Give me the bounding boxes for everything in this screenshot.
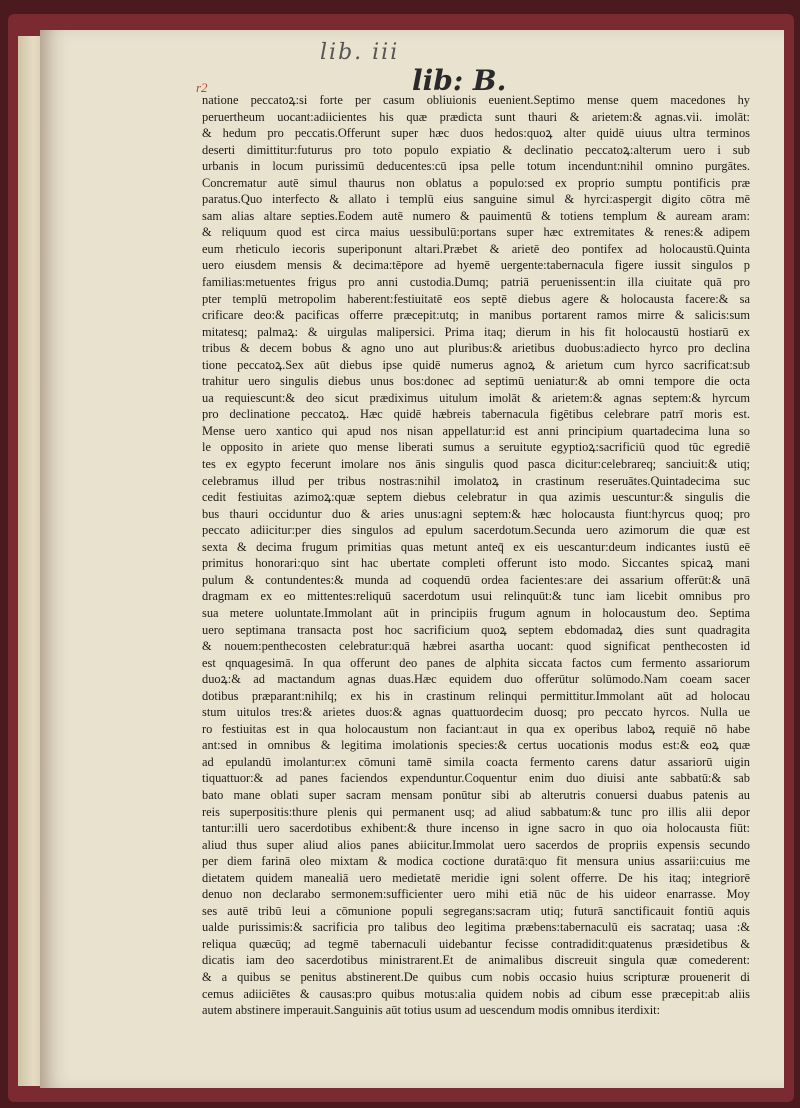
printed-text-block bbox=[202, 92, 750, 1019]
text-line: dietatem quidem manealiā uero medietatē meridie igni solent offerre. De his itaq; integriorē bbox=[202, 870, 750, 885]
text-line: sua metere uoluntate.Immolant aūt in principiis frugum agnum in holocaustum deo. Septima bbox=[202, 605, 750, 620]
text-line: peruertheum uocant:adiicientes his quæ prædicta sunt thauri & arietem:& agnas.vii. imolāt: bbox=[202, 109, 750, 124]
text-line: tantur:illi uero sacerdotibus exhibent:& thure incenso in igne sacro in quo oia holocausta fiūt: bbox=[202, 821, 750, 836]
text-line: familias:metuentes frigus pro anni custodia.Dumq; patriā peruenissent:in illa ciuitate quā pro bbox=[202, 275, 750, 290]
text-line: tione peccatoꝝ.Sex aūt diebus ipse quidē numerus agnoꝝ & arietum cum hyrco sacrificat:sub bbox=[202, 357, 750, 372]
text-line: sexta & decima frugum primitias quas metunt anteq̄ ex eis uescantur:deum indicantes iustū eē bbox=[202, 539, 750, 554]
text-line: crificare deo:& pacificas offerre præcepit:utq; in manibus portarent ramos mirre & salicis:sum bbox=[202, 308, 750, 323]
text-line: bato mane oblati super sacram mensam ponūtur sibi ab alterutris conuersi duabus patenis au bbox=[202, 787, 750, 802]
text-line: pulum & contundentes:& munda ad coquendū ordea facientes:are dei assarium offerūt:& unā bbox=[202, 572, 750, 587]
text-line: & reliquum quod est circa maius uessibulū:portans super hæc extremitates & renes:& adipem bbox=[202, 225, 750, 240]
handwritten-book-number: lib. iii bbox=[320, 40, 400, 65]
text-line: primitus honorari:quo sint hac ubertate completi offerunt isto modo. Siccantes spicaꝝ mani bbox=[202, 556, 750, 571]
text-line: autem abstinere imperauit.Sanguinis aūt totius usum ad uescendum modis omnibus iterdixit: bbox=[202, 1003, 661, 1018]
text-line: urbanis in locum purissimū deducentes:cū ipsa pelle totum incendunt:nihil omnino purgātes. bbox=[202, 159, 750, 174]
text-line: reis superpositis:thure plenis qui permanent usq; ad aliud sabbatum:& tunc pro illis alii depor bbox=[202, 804, 750, 819]
text-line: paratus.Quo interfecto & allato i templū eius sanguine simul & hyrci:aspergit digito cōtra mē bbox=[202, 192, 750, 207]
text-line: le opposito in ariete quo mense liberati sumus a seruitute egyptioꝝ:sacrificiū quod tūc egrediē bbox=[202, 440, 750, 455]
text-line: bus thauri occiduntur duo & aries unus:agni septem:& hæc holocausta fiunt:hyrcus quoq; pro bbox=[202, 506, 750, 521]
text-line: & a quibus se penitus abstinerent.De quibus cum nobis occasio huius scripturæ prouenerit di bbox=[202, 969, 750, 984]
text-line: mitatesq; palmaꝝ: & uirgulas malipersici. Prima itaq; dierum in his fit holocaustū hostiarū ex bbox=[202, 324, 750, 339]
text-line: & nouem:penthecosten celebratur:quā hæbrei asartha uocant: quod significat penthecosten id bbox=[202, 639, 750, 654]
text-line: tes ex egypto fecerunt imolare nos ānis singulis quod pasca dicitur:celebrareq; sanciuit:& utiq; bbox=[202, 457, 750, 472]
text-line: est qnquagesimā. In qua offerunt deo panes de alphita siccata factos cum fermento assariorum bbox=[202, 655, 750, 670]
text-line: cemus adiiciētes & causas:pro quibus motus:alia quidem nobis ad cibum esse præcepit:ab aliis bbox=[202, 986, 750, 1001]
text-line: eum rheticulo iecoris superiponunt altari.Præbet & arietē deo pontifex ad holocaustū.Quinta bbox=[202, 241, 750, 256]
text-line: reliqua quæcūq; ad tegmē tabernaculi uidebantur fecisse contradidit:quatenus præsidetibus & bbox=[202, 936, 750, 951]
handwritten-folio-mark: lib: B. bbox=[412, 64, 507, 97]
text-line: dragmam ex eo mittentes:reliquū sacerdotum usui relinquūt:& tunc iam licebit omnibus pro bbox=[202, 589, 750, 604]
text-line: trahitur uero singulis diebus unus bos:donec ad septimū ueniatur:& ab omni tempore die octa bbox=[202, 374, 750, 389]
text-line: duoꝝ:& ad mactandum agnas duas.Hæc equidem duo offerūtur solūmodo.Nam coeam sacer bbox=[202, 672, 750, 687]
text-line: ua requiescunt:& deo sicut prædiximus uitulum imolāt & arietem:& agnas septem:& hyrcum bbox=[202, 390, 750, 405]
text-line: ses autē tribū leui a cōmunione populi segregans:sacram utiq; futurā sanctificauit fontiū aquis bbox=[202, 903, 750, 918]
text-line: aliud thus super aliud alios panes abiicitur.Immolat uero sacerdos de propriis expensis secundo bbox=[202, 837, 750, 852]
text-line: Mense uero xantico qui apud nos nisan appellatur:id est anni principium quartadecima luna so bbox=[202, 423, 750, 438]
text-line: ad epulandū imolantur:ex cōmuni tamē simila coacta fermento carens datur assariorū uigin bbox=[202, 754, 750, 769]
text-line: dicatis iam deo sacerdotibus ministrarent.Et de animalibus discreuit singula quæ comederent: bbox=[202, 953, 750, 968]
text-line: & hedum pro peccatis.Offerunt super hæc duos hedos:quoꝝ alter quidē uiuus ultra terminos bbox=[202, 126, 750, 141]
text-line: natione peccatoꝝ:si forte per casum obliuionis euenient.Septimo mense quem macedones hy bbox=[202, 93, 750, 107]
text-line: uero septimana transacta post hoc sacrificium quoꝝ septem ebdomadaꝝ dies sunt quadragita bbox=[202, 622, 750, 637]
text-line: tribus & decem bobus & agno uno aut pluribus:& arietibus duobus:adiecto hyrco pro declina bbox=[202, 341, 750, 356]
text-line: ant:sed in omnibus & legitima imolationis species:& certus uocationis modus est:& eoꝝ quæ bbox=[202, 738, 750, 753]
text-line: Concrematur autē simul thaurus non oblatus a populo:sed ex proprio sumptu pontificis præ bbox=[202, 175, 750, 190]
text-line: tiquattuor:& ad panes faciendos expenduntur.Coquentur enim duo diuisi ante sabbatū:& sab bbox=[202, 771, 750, 786]
text-line: celebramus illud per tribus nostras:nihil imolatoꝝ in crastinum reseruātes.Quintadecima suc bbox=[202, 473, 750, 488]
text-line: pro declinatione peccatoꝝ. Hæc quidē hæbreis tabernacula figētibus celebrare patrī moris est. bbox=[202, 407, 750, 422]
text-line: deserti dimittitur:futurus pro toto populo expiatio & declinatio peccatoꝝ:alterum uero i sub bbox=[202, 142, 750, 157]
text-line: sam alias altare septies.Eodem autē numero & pauimentū & totiens templum & auream aram: bbox=[202, 208, 750, 223]
text-line: ro festiuitas est in qua holocaustum non faciant:aut in qua ex operibus laboꝝ requiē nō habe bbox=[202, 721, 750, 736]
text-line: pter templū metropolim haberent:festiuitatē eos septē diebus agere & holocausta facere:& sa bbox=[202, 291, 750, 306]
margin-mark: r2 bbox=[196, 80, 208, 95]
text-line: peccato adiicitur:per dies singulos ad epulum sacerdotum.Secunda uero azimorum die quæ est bbox=[202, 523, 750, 538]
text-line: per diem farinā oleo mixtam & modica coctione duratā:quo fit mensura unius assarii:cuius me bbox=[202, 854, 750, 869]
text-line: dotibus præparant:nihilq; ex his in crastinum relinqui permittitur.Immolant aūt ad holocau bbox=[202, 688, 750, 703]
text-line: stum uitulos tres:& arietes duos:& agnas quattuordecim duosq; pro peccato hyrcos. Nulla ue bbox=[202, 705, 750, 720]
text-line: ualde purissimis:& sacrificia pro talibus deo legitima præbens:tabernaculū eis sacrataq; uasa :& bbox=[202, 920, 750, 935]
text-line: uero eiusdem mensis & decima:tēpore ad hyemē uergente:tabernacula figere iussit singulos p bbox=[202, 258, 750, 273]
text-line: cedit festiuitas azimoꝝ:quæ septem diebus celebratur in qua azimis uescuntur:& singulis die bbox=[202, 490, 750, 505]
text-line: denuo non declarabo sermonem:sufficienter uero mihi etiā nūc de his uideor enarrasse. Moy bbox=[202, 887, 750, 902]
